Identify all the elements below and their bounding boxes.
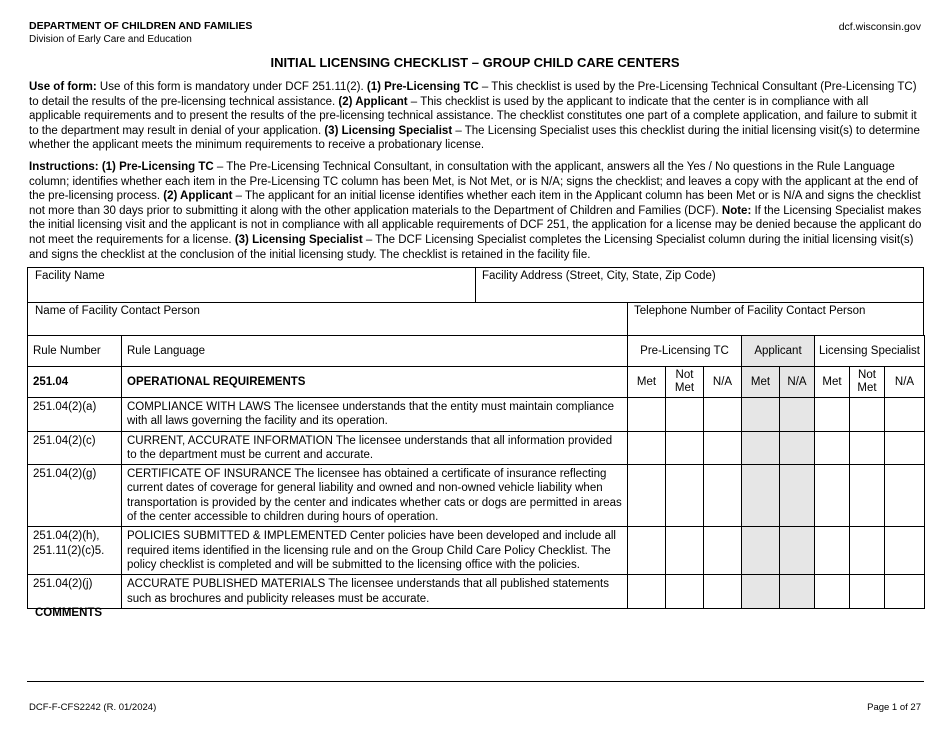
checkbox-cell[interactable] bbox=[850, 527, 885, 575]
section-title: OPERATIONAL REQUIREMENTS bbox=[122, 367, 628, 398]
facility-name-label: Facility Name bbox=[35, 270, 105, 282]
facility-address-field[interactable] bbox=[475, 267, 924, 303]
comments-label: COMMENTS bbox=[35, 607, 103, 619]
checkbox-cell[interactable] bbox=[742, 465, 780, 527]
checkbox-cell[interactable] bbox=[885, 398, 925, 432]
header-applicant: Applicant bbox=[742, 336, 815, 367]
checkbox-cell[interactable] bbox=[742, 431, 780, 465]
checkbox-cell[interactable] bbox=[780, 465, 815, 527]
header-rule-number: Rule Number bbox=[28, 336, 122, 367]
header-prelicensing-tc: Pre-Licensing TC bbox=[628, 336, 742, 367]
instructions-text: If the Licensing Specialist makes the initial licensing visit and the applicant is not in compliance with all applicable requirements of DCF 251, the application for a license may be denied because the applicant do not meet the requirements for a license. bbox=[29, 204, 922, 246]
use-of-form-text: – The Licensing Specialist uses this checklist during the initial licensing visit(s) to determine whether the applicant meets the minimum requirements to receive a probationary license. bbox=[29, 124, 920, 152]
contact-name-field[interactable] bbox=[27, 302, 628, 336]
rule-number: 251.04(2)(a) bbox=[28, 398, 122, 432]
form-id: DCF-F-CFS2242 (R. 01/2024) bbox=[29, 702, 157, 713]
checkbox-cell[interactable] bbox=[815, 575, 850, 609]
subheader-met: Met bbox=[742, 367, 780, 398]
checkbox-cell[interactable] bbox=[628, 527, 666, 575]
checkbox-cell[interactable] bbox=[666, 431, 704, 465]
page-title: INITIAL LICENSING CHECKLIST – GROUP CHILD CARE CENTERS bbox=[270, 55, 680, 70]
checkbox-cell[interactable] bbox=[780, 575, 815, 609]
checkbox-cell[interactable] bbox=[704, 398, 742, 432]
table-row bbox=[28, 398, 925, 432]
checkbox-cell[interactable] bbox=[850, 575, 885, 609]
division-name: Division of Early Care and Education bbox=[29, 34, 192, 45]
checkbox-cell[interactable] bbox=[628, 575, 666, 609]
checklist-table bbox=[27, 335, 925, 609]
rule-number: 251.04(2)(c) bbox=[28, 431, 122, 465]
page-number: Page 1 of 27 bbox=[867, 702, 921, 713]
rule-language: ACCURATE PUBLISHED MATERIALS The licensee understands that all published statements such as brochures and publicity releases must be accurate. bbox=[122, 575, 628, 609]
checkbox-cell[interactable] bbox=[815, 398, 850, 432]
rule-language: CURRENT, ACCURATE INFORMATION The licensee understands that all information provided to the department must be current and accurate. bbox=[122, 431, 628, 465]
header-licensing-specialist: Licensing Specialist bbox=[815, 336, 925, 367]
instructions-bold: (3) Licensing Specialist bbox=[234, 233, 363, 246]
instructions-label: Instructions: bbox=[29, 161, 99, 173]
checkbox-cell[interactable] bbox=[780, 527, 815, 575]
checkbox-cell[interactable] bbox=[704, 527, 742, 575]
facility-address-label: Facility Address (Street, City, State, Zip Code) bbox=[482, 270, 716, 282]
checkbox-cell[interactable] bbox=[704, 575, 742, 609]
header-rule-language: Rule Language bbox=[122, 336, 628, 367]
use-of-form-text: Use of this form is mandatory under DCF 251.11(2). bbox=[96, 81, 367, 93]
table-row bbox=[28, 431, 925, 465]
subheader-na: N/A bbox=[885, 367, 925, 398]
use-of-form-bold: (2) Applicant bbox=[338, 95, 408, 108]
checkbox-cell[interactable] bbox=[628, 431, 666, 465]
checkbox-cell[interactable] bbox=[780, 431, 815, 465]
table-row bbox=[28, 465, 925, 527]
instructions-bold: (1) Pre-Licensing TC bbox=[98, 161, 214, 173]
subheader-met: Met bbox=[815, 367, 850, 398]
table-header-row bbox=[28, 336, 925, 367]
checkbox-cell[interactable] bbox=[742, 398, 780, 432]
checkbox-cell[interactable] bbox=[850, 465, 885, 527]
use-of-form-text: – This checklist is used by the Pre-Licensing Technical Consultant (Pre-Licensing TC) to detail the results of the pre-licensing technical assistance. bbox=[29, 81, 917, 108]
instructions-paragraph bbox=[29, 160, 922, 262]
checkbox-cell[interactable] bbox=[885, 465, 925, 527]
rule-language: CERTIFICATE OF INSURANCE The licensee has obtained a certificate of insurance reflecting current dates of coverage for general liability and owned and non-owned vehicle liability when transportation is provided by the center and indicates whether cats or dogs are permitted in areas of the center accessible to children during hours of operation. bbox=[122, 465, 628, 527]
instructions-text: – The Pre-Licensing Technical Consultant, in consultation with the applicant, answers all the Yes / No questions in the Rule Language column; identifies whether each item in the Pre-Licensing TC column has been Met, is Not Met, or is N/A; signs the checklist; and leaves a copy with the applicant at the end of the pre-licensing process. bbox=[29, 161, 918, 203]
checkbox-cell[interactable] bbox=[885, 431, 925, 465]
facility-name-field[interactable] bbox=[27, 267, 476, 303]
rule-number: 251.04(2)(g) bbox=[28, 465, 122, 527]
contact-phone-field[interactable] bbox=[627, 302, 924, 336]
use-of-form-text: – This checklist is used by the applicant to indicate that the center is in compliance with all applicable requirements and to present the results of the pre-licensing technical assistance. The checklist constitutes one part of a complete application, and failure to submit it to the department may result in denial of your application. bbox=[29, 95, 917, 137]
checkbox-cell[interactable] bbox=[885, 527, 925, 575]
checkbox-cell[interactable] bbox=[628, 398, 666, 432]
checkbox-cell[interactable] bbox=[815, 527, 850, 575]
use-of-form-bold: (1) Pre-Licensing TC bbox=[366, 81, 479, 93]
checkbox-cell[interactable] bbox=[815, 431, 850, 465]
checkbox-cell[interactable] bbox=[742, 575, 780, 609]
instructions-bold: (2) Applicant bbox=[163, 190, 233, 203]
contact-phone-label: Telephone Number of Facility Contact Person bbox=[634, 305, 866, 317]
checkbox-cell[interactable] bbox=[666, 465, 704, 527]
contact-name-label: Name of Facility Contact Person bbox=[35, 305, 200, 317]
subheader-na: N/A bbox=[704, 367, 742, 398]
instructions-bold: Note: bbox=[721, 204, 752, 217]
section-row bbox=[28, 367, 925, 398]
rule-language: COMPLIANCE WITH LAWS The licensee understands that the entity must maintain compliance with all laws governing the facility and its operation. bbox=[122, 398, 628, 432]
checkbox-cell[interactable] bbox=[704, 431, 742, 465]
footer-divider bbox=[27, 681, 924, 682]
page-header bbox=[29, 20, 252, 46]
rule-number: 251.04(2)(h), 251.11(2)(c)5. bbox=[28, 527, 122, 575]
subheader-not-met: Not Met bbox=[850, 367, 885, 398]
instructions-text: – The applicant for an initial license identifies whether each item in the Applicant column has been Met or is N/A and signs the checklist not more than 30 days prior to submitting it along with the other application materials to the Department of Children and Families (DCF). bbox=[29, 190, 921, 217]
use-of-form-label: Use of form: bbox=[29, 81, 97, 93]
checkbox-cell[interactable] bbox=[666, 575, 704, 609]
checkbox-cell[interactable] bbox=[850, 398, 885, 432]
subheader-na: N/A bbox=[780, 367, 815, 398]
section-number: 251.04 bbox=[28, 367, 122, 398]
table-row bbox=[28, 527, 925, 575]
rule-number: 251.04(2)(j) bbox=[28, 575, 122, 609]
instructions-text: – The DCF Licensing Specialist completes the Licensing Specialist column during the initial licensing visit(s) and signs the checklist at the conclusion of the initial licensing study. The checklist is retained in the facility file. bbox=[29, 233, 914, 261]
subheader-met: Met bbox=[628, 367, 666, 398]
checkbox-cell[interactable] bbox=[704, 465, 742, 527]
table-row bbox=[28, 575, 925, 609]
checkbox-cell[interactable] bbox=[742, 527, 780, 575]
website-url: dcf.wisconsin.gov bbox=[838, 21, 921, 33]
checkbox-cell[interactable] bbox=[850, 431, 885, 465]
checkbox-cell[interactable] bbox=[628, 465, 666, 527]
checkbox-cell[interactable] bbox=[666, 398, 704, 432]
rule-language: POLICIES SUBMITTED & IMPLEMENTED Center policies have been developed and include all required items identified in the licensing rule and on the Group Child Care Policy Checklist. The policy checklist is completed and will be submitted to the licensing office with the policies. bbox=[122, 527, 628, 575]
checkbox-cell[interactable] bbox=[666, 527, 704, 575]
checkbox-cell[interactable] bbox=[885, 575, 925, 609]
checkbox-cell[interactable] bbox=[780, 398, 815, 432]
use-of-form-paragraph bbox=[29, 80, 922, 153]
department-name: DEPARTMENT OF CHILDREN AND FAMILIES bbox=[29, 20, 253, 32]
subheader-not-met: Not Met bbox=[666, 367, 704, 398]
use-of-form-bold: (3) Licensing Specialist bbox=[324, 124, 453, 137]
checkbox-cell[interactable] bbox=[815, 465, 850, 527]
